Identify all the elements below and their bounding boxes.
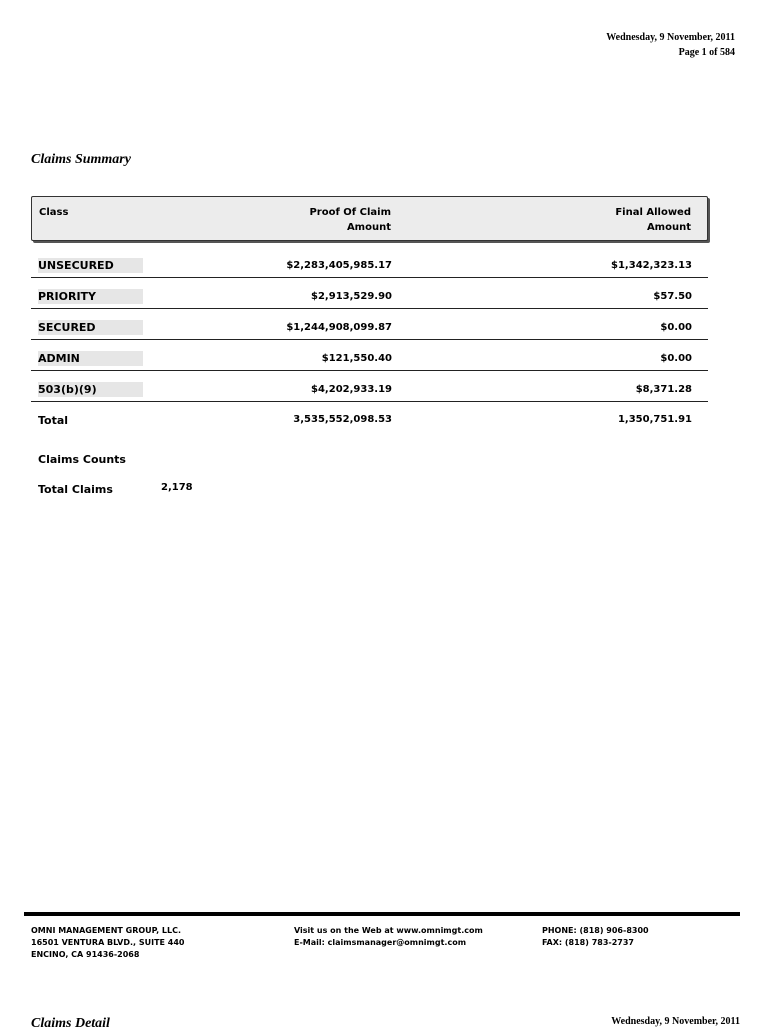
- footer-contact-block: [542, 925, 649, 949]
- proof-amount: $1,244,908,099.87: [286, 322, 392, 333]
- table-row: [31, 258, 708, 278]
- column-header-proof-of-claim: Proof Of Claim Amount: [309, 207, 391, 233]
- final-amount: $57.50: [653, 291, 692, 302]
- class-label: UNSECURED: [38, 258, 143, 273]
- final-amount: $8,371.28: [635, 384, 692, 395]
- table-row: [31, 382, 708, 402]
- claims-counts-title: Claims Counts: [38, 453, 126, 466]
- website-link[interactable]: Visit us on the Web at www.omnimgt.com: [294, 926, 483, 935]
- proof-amount: $4,202,933.19: [311, 384, 392, 395]
- class-label: 503(b)(9): [38, 382, 143, 397]
- row-divider: [31, 308, 708, 309]
- email-link[interactable]: E-Mail: claimsmanager@omnimgt.com: [294, 938, 467, 947]
- row-divider: [31, 401, 708, 402]
- company-name: OMNI MANAGEMENT GROUP, LLC.: [31, 926, 181, 935]
- next-page-title: Claims Detail: [31, 1016, 110, 1031]
- company-address-line1: 16501 VENTURA BLVD., SUITE 440: [31, 938, 185, 947]
- report-date: Wednesday, 9 November, 2011: [606, 32, 735, 43]
- next-page-date: Wednesday, 9 November, 2011: [611, 1016, 740, 1027]
- final-amount: $1,342,323.13: [611, 260, 692, 271]
- column-header-class: Class: [39, 207, 69, 218]
- proof-amount: $2,283,405,985.17: [286, 260, 392, 271]
- total-claims-value: 2,178: [161, 482, 193, 493]
- row-divider: [31, 277, 708, 278]
- footer-rule: [24, 912, 740, 916]
- phone-number: PHONE: (818) 906-8300: [542, 926, 649, 935]
- table-header: [31, 196, 708, 241]
- row-divider: [31, 370, 708, 371]
- table-row: [31, 351, 708, 371]
- row-divider: [31, 339, 708, 340]
- total-proof-amount: 3,535,552,098.53: [293, 414, 392, 425]
- total-final-amount: 1,350,751.91: [617, 414, 692, 425]
- final-amount: $0.00: [660, 322, 692, 333]
- total-claims-label: Total Claims: [38, 483, 113, 496]
- final-amount: $0.00: [660, 353, 692, 364]
- footer-web-block: [294, 925, 483, 949]
- company-address-line2: ENCINO, CA 91436-2068: [31, 950, 140, 959]
- proof-amount: $2,913,529.90: [311, 291, 392, 302]
- column-header-final-allowed: Final Allowed Amount: [615, 207, 691, 233]
- fax-number: FAX: (818) 783-2737: [542, 938, 634, 947]
- section-title: Claims Summary: [31, 152, 131, 167]
- footer-company-block: [31, 925, 185, 961]
- class-label: SECURED: [38, 320, 143, 335]
- class-label: PRIORITY: [38, 289, 143, 304]
- proof-amount: $121,550.40: [321, 353, 392, 364]
- table-row: [31, 289, 708, 309]
- page-number: Page 1 of 584: [678, 47, 735, 58]
- table-row: [31, 320, 708, 340]
- class-label: ADMIN: [38, 351, 143, 366]
- total-label: Total: [38, 414, 69, 427]
